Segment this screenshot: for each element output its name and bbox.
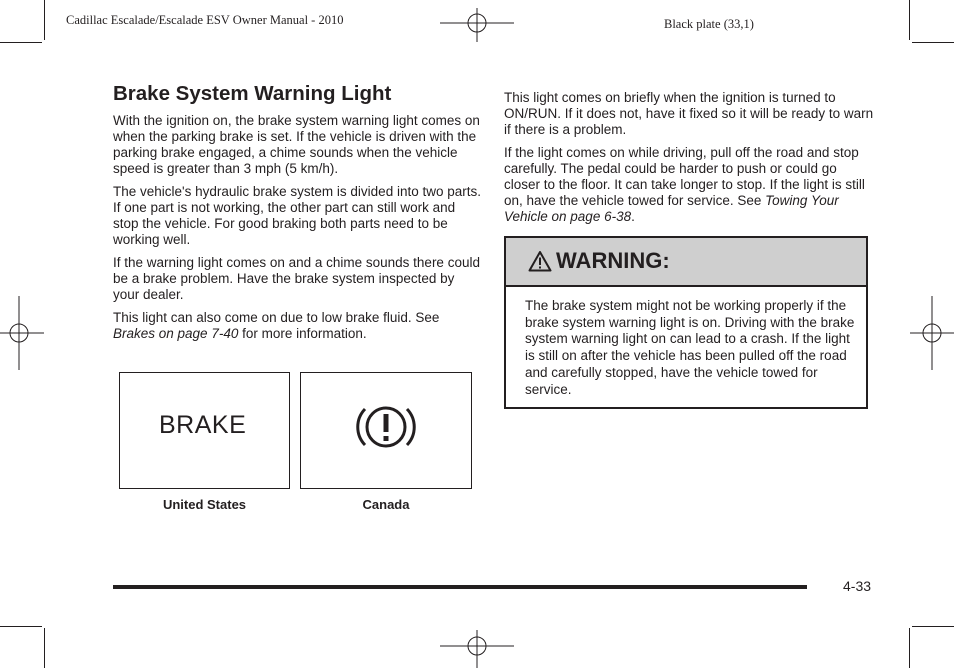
us-caption: United States	[162, 497, 247, 512]
warning-header	[506, 238, 866, 287]
canada-caption: Canada	[362, 497, 410, 512]
warning-box	[504, 236, 868, 409]
paragraph: The vehicle's hydraulic brake system is divided into two parts. If one part is not working, the other part can still work and stop the vehicle. For good braking both parts need to be working well.	[113, 184, 481, 247]
plate-header: Black plate (33,1)	[664, 17, 754, 31]
cross-reference-link[interactable]: Brakes on page 7-40	[113, 326, 239, 341]
cross-reference-link[interactable]: Towing Your Vehicle on page 6-38	[504, 193, 839, 224]
right-column	[504, 90, 876, 232]
registration-mark-right-icon	[910, 296, 954, 370]
paragraph-text: .	[631, 209, 635, 224]
paragraph-text: for more information.	[238, 326, 367, 341]
footer-rule	[113, 585, 807, 589]
brake-warning-symbol-icon	[351, 401, 421, 453]
warning-text: The brake system might not be working properly if the brake system warning light is on. Driving with the brake system warning light on can lead to a crash. If the light is still on after the vehicle has been pulled off the road and carefully stopped, have the vehicle towed for service.	[525, 298, 855, 397]
paragraph	[113, 310, 483, 342]
paragraph-text: This light can also come on due to low brake fluid. See	[113, 310, 440, 325]
paragraph: This light comes on briefly when the ignition is turned to ON/RUN. If it does not, have it fixed so it will be ready to warn if there is a problem.	[504, 90, 874, 137]
brake-icon-us	[119, 372, 290, 489]
page-number: 4-33	[843, 578, 872, 594]
section-title: Brake System Warning Light	[113, 82, 392, 105]
registration-mark-left-icon	[0, 296, 44, 370]
brake-label: BRAKE	[159, 411, 247, 439]
left-column	[113, 113, 483, 349]
paragraph: With the ignition on, the brake system warning light comes on when the parking brake is set. If the vehicle is driven with the parking brake engaged, a chime sounds when the vehicle speed is greater than 3 mph (5 km/h).	[113, 113, 480, 176]
warning-triangle-icon	[528, 250, 552, 272]
paragraph-text: If the light comes on while driving, pull off the road and stop carefully. The pedal could be harder to push or could go closer to the floor. It can take longer to stop. If the light is still on, have the vehicle towed for service. See	[504, 145, 865, 208]
registration-mark-bottom-icon	[440, 630, 514, 668]
paragraph	[504, 145, 876, 225]
brake-icon-canada	[300, 372, 472, 489]
registration-mark-top-icon	[440, 8, 514, 42]
manual-title-header: Cadillac Escalade/Escalade ESV Owner Manual - 2010	[66, 13, 344, 27]
paragraph: If the warning light comes on and a chime sounds there could be a brake problem. Have the brake system inspected by your dealer.	[113, 255, 480, 302]
warning-title: WARNING:	[556, 248, 670, 273]
